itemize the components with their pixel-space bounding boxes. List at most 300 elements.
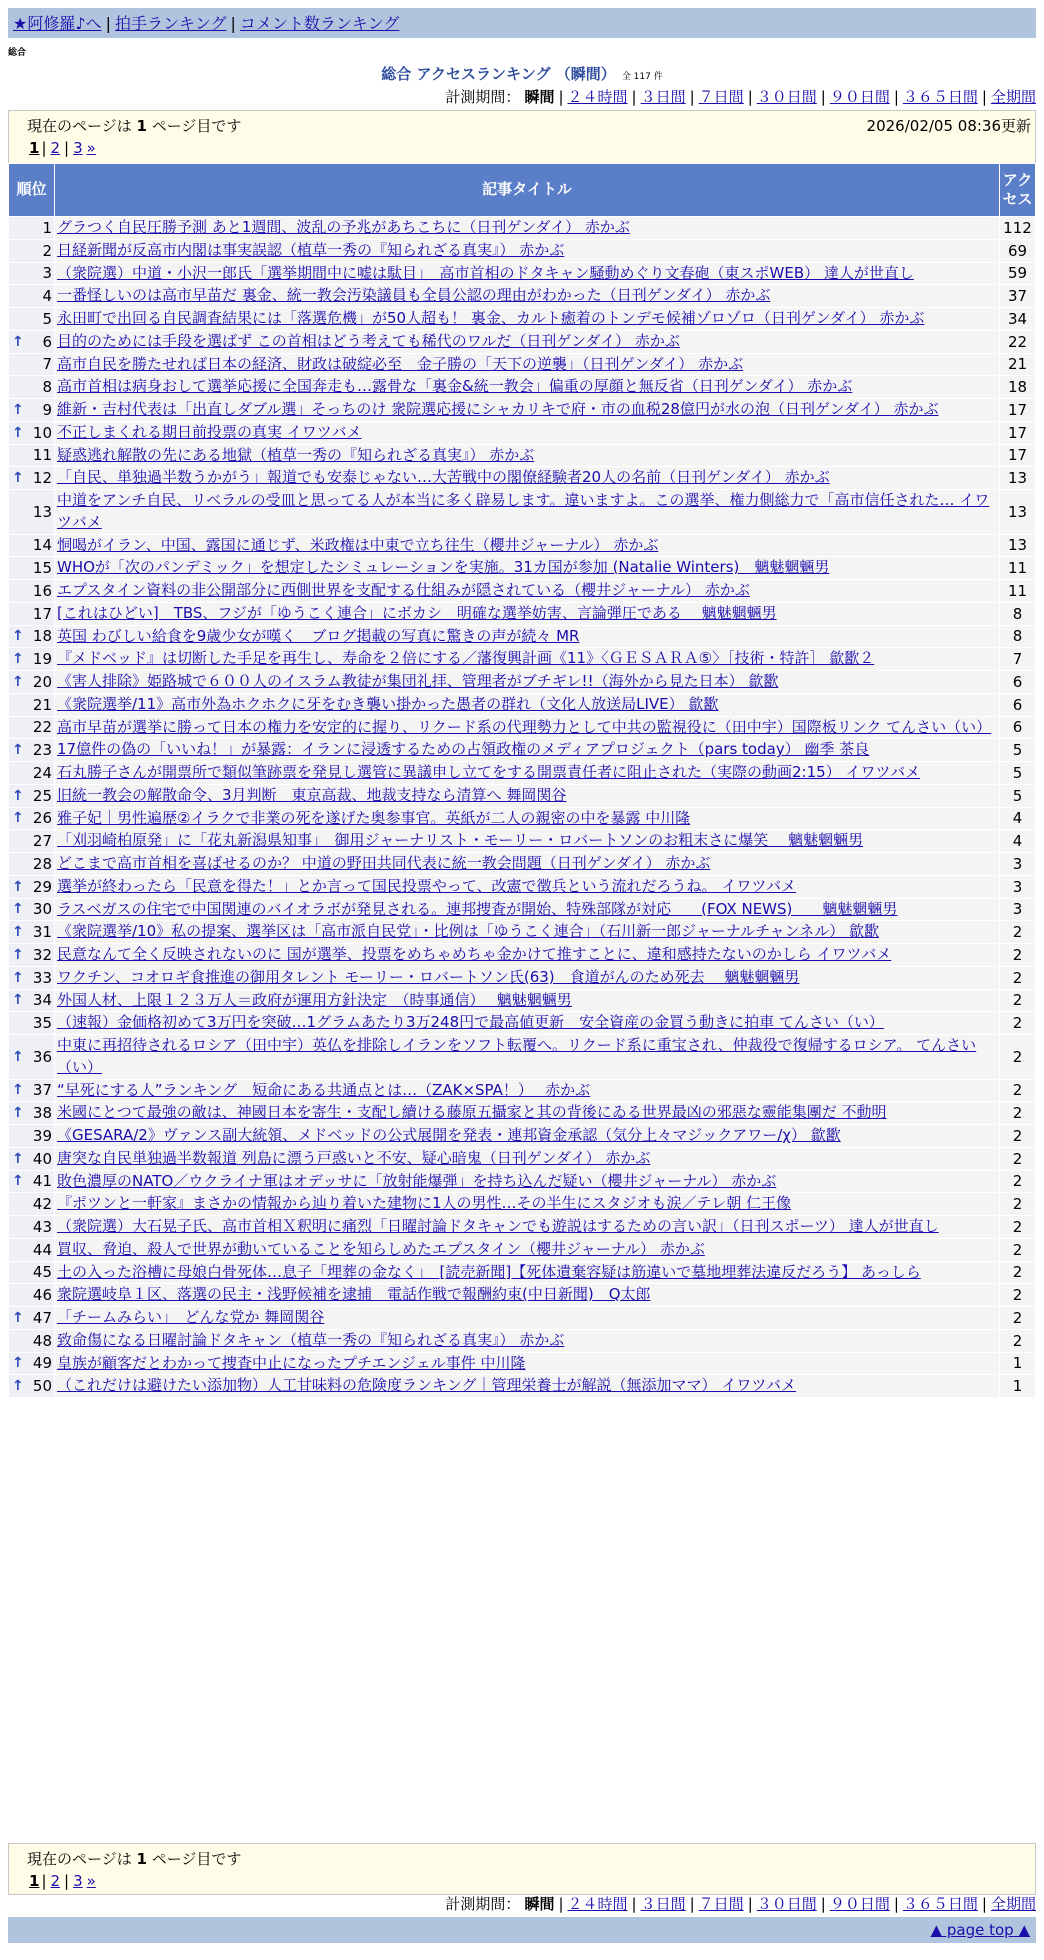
title-cell xyxy=(55,330,1000,353)
rank-up-arrow-icon: ↑ xyxy=(12,810,24,827)
title-cell xyxy=(55,421,1000,444)
rank-up-arrow-icon: ↑ xyxy=(12,628,24,645)
table-row xyxy=(9,580,1036,603)
applause-ranking-link[interactable]: 拍手ランキング xyxy=(114,14,227,33)
rank-cell xyxy=(9,762,55,785)
article-title-link[interactable]: 一番怪しいのは高市早苗だ 裏金、統一教会汚染議員も全員公認の理由がわかった（日刊ゲンダイ） 赤かぶ xyxy=(57,286,771,305)
period-option-link[interactable]: ９０日間 xyxy=(829,88,890,106)
title-cell xyxy=(55,262,1000,285)
table-row xyxy=(9,648,1036,671)
access-count: 69 xyxy=(1000,239,1036,262)
category-label: 総合 xyxy=(8,48,27,58)
table-row xyxy=(9,1261,1036,1284)
article-title-link[interactable]: 敗色濃厚のNATO／ウクライナ軍はオデッサに「放射能爆弾」を持ち込んだ疑い（櫻井ジャーナル） 赤かぶ xyxy=(57,1171,777,1190)
article-title-link[interactable]: エプスタイン資料の非公開部分に西側世界を支配する仕組みが隠されている（櫻井ジャーナル） 赤かぶ xyxy=(57,581,750,599)
table-row xyxy=(9,1125,1036,1148)
title-cell xyxy=(55,467,1000,490)
access-count: 18 xyxy=(1000,376,1036,399)
rank-cell xyxy=(9,602,55,625)
rank-number: 50 xyxy=(32,1377,52,1396)
rank-number: 46 xyxy=(32,1286,52,1305)
article-title-link[interactable]: 中道をアンチ自民、リベラルの受皿と思ってる人が本当に多く辟易します。違いますよ。この選挙、権力側総力で「高市信任された… イワツバメ xyxy=(57,491,990,531)
period-separator: | xyxy=(981,88,987,106)
period-option-link[interactable]: ３０日間 xyxy=(756,88,817,106)
rank-cell xyxy=(9,625,55,648)
rank-cell xyxy=(9,1329,55,1352)
title-cell xyxy=(55,1102,1000,1125)
access-count: 2 xyxy=(1000,1035,1036,1080)
access-count: 2 xyxy=(1000,989,1036,1012)
article-title-link[interactable]: 高市自民を勝たせれば日本の経済、財政は破綻必至 金子勝の「天下の逆襲」（日刊ゲンダイ） 赤かぶ xyxy=(57,354,744,373)
table-row xyxy=(9,490,1036,535)
article-title-link[interactable]: 皇族が顧客だとわかって捜査中止になったプチエンジェル事件 中川隆 xyxy=(57,1353,526,1372)
period-selector-top xyxy=(445,86,1036,107)
table-row xyxy=(9,285,1036,308)
access-count: 22 xyxy=(1000,330,1036,353)
table-row xyxy=(9,762,1036,785)
article-title-link[interactable]: 不正しまくれる期日前投票の真実 イワツバメ xyxy=(57,422,362,441)
rank-cell xyxy=(9,534,55,557)
top-nav-bar xyxy=(8,8,1036,38)
access-count: 8 xyxy=(1000,602,1036,625)
asyura-home-link[interactable]: ★阿修羅♪へ xyxy=(13,14,102,33)
page-top-link[interactable]: ▲ page top ▲ xyxy=(930,1921,1030,1939)
article-title-link[interactable]: 『ポツンと一軒家』まさかの情報から辿り着いた建物に1人の男性…その半生にスタジオも涙／テレ朝 仁王像 xyxy=(57,1194,792,1213)
rank-number: 35 xyxy=(32,1014,52,1033)
rank-cell xyxy=(9,444,55,467)
article-title-link[interactable]: グラつく自民圧勝予測 あと1週間、波乱の予兆があちこちに（日刊ゲンダイ） 赤かぶ xyxy=(57,218,630,236)
rank-up-arrow-icon: ↑ xyxy=(12,1309,24,1326)
table-row xyxy=(9,1216,1036,1239)
title-cell xyxy=(55,580,1000,603)
ranking-title: 総合 アクセスランキング （瞬間） xyxy=(381,65,616,83)
table-row xyxy=(9,671,1036,694)
pager-top xyxy=(29,139,98,157)
rank-number: 12 xyxy=(32,469,52,488)
title-cell xyxy=(55,1012,1000,1035)
rank-number: 28 xyxy=(32,854,52,873)
article-title-link[interactable]: 致命傷になる日曜討論ドタキャン（植草一秀の『知られざる真実』） 赤かぶ xyxy=(57,1330,565,1349)
period-label: 計測期間： xyxy=(445,88,521,106)
period-option-link[interactable]: ３６５日間 xyxy=(902,1895,978,1913)
rank-cell xyxy=(9,1079,55,1102)
rank-cell xyxy=(9,285,55,308)
title-header: 記事タイトル xyxy=(55,164,1000,217)
period-current: 瞬間 xyxy=(524,1895,555,1913)
rank-number: 21 xyxy=(32,695,52,714)
rank-number: 47 xyxy=(32,1308,52,1327)
article-title-link[interactable]: 疑惑逃れ解散の先にある地獄（植草一秀の『知られざる真実』） 赤かぶ xyxy=(57,445,535,464)
table-row xyxy=(9,1307,1036,1330)
title-cell xyxy=(55,853,1000,876)
period-option-link[interactable]: 全期間 xyxy=(990,1895,1036,1913)
access-count: 2 xyxy=(1000,921,1036,944)
period-option-link[interactable]: ２４時間 xyxy=(567,1895,628,1913)
rank-cell xyxy=(9,330,55,353)
period-option-link[interactable]: ９０日間 xyxy=(829,1895,890,1913)
comment-ranking-link[interactable]: コメント数ランキング xyxy=(239,14,400,33)
article-title-link[interactable]: 石丸勝子さんが開票所で類似筆跡票を発見し選管に異議申し立てをする開票責任者に阻止された（実際の動画2:15） イワツバメ xyxy=(57,763,921,781)
period-option-link[interactable]: ３日間 xyxy=(640,88,686,106)
current-page-text: 現在のページは 1 ページ目です xyxy=(27,117,242,135)
access-count: 5 xyxy=(1000,739,1036,762)
rank-cell xyxy=(9,716,55,739)
title-cell xyxy=(55,557,1000,580)
access-count: 2 xyxy=(1000,1238,1036,1261)
rank-cell xyxy=(9,1193,55,1216)
period-separator: | xyxy=(689,1895,695,1913)
article-title-link[interactable]: 旧統一教会の解散命令、3月判断 東京高裁、地裁支持なら清算へ 舞岡関谷 xyxy=(57,785,567,804)
period-option-link[interactable]: ７日間 xyxy=(698,88,744,106)
access-count: 2 xyxy=(1000,1329,1036,1352)
rank-up-arrow-icon: ↑ xyxy=(12,878,24,895)
rank-number: 3 xyxy=(42,264,52,283)
title-cell xyxy=(55,966,1000,989)
rank-cell xyxy=(9,1352,55,1375)
article-title-link[interactable]: “早死にする人”ランキング 短命にある共通点とは…（ZAK×SPA！） 赤かぶ xyxy=(57,1080,591,1099)
pager-next-link[interactable]: » xyxy=(86,1872,96,1890)
access-count: 7 xyxy=(1000,648,1036,671)
rank-cell xyxy=(9,739,55,762)
rank-cell xyxy=(9,467,55,490)
table-row xyxy=(9,1329,1036,1352)
rank-cell xyxy=(9,1147,55,1170)
table-row xyxy=(9,875,1036,898)
title-cell xyxy=(55,399,1000,422)
ranking-title-line xyxy=(0,63,1044,84)
rank-number: 26 xyxy=(32,809,52,828)
access-count: 11 xyxy=(1000,580,1036,603)
title-cell xyxy=(55,1079,1000,1102)
rank-number: 27 xyxy=(32,832,52,851)
title-cell xyxy=(55,1238,1000,1261)
access-count: 1 xyxy=(1000,1375,1036,1398)
rank-up-arrow-icon: ↑ xyxy=(12,1048,24,1065)
period-option-link[interactable]: 全期間 xyxy=(990,88,1036,106)
rank-cell xyxy=(9,807,55,830)
table-row xyxy=(9,716,1036,739)
rank-number: 17 xyxy=(32,604,52,623)
updated-timestamp: 2026/02/05 08:36更新 xyxy=(866,117,1031,135)
rank-up-arrow-icon: ↑ xyxy=(12,787,24,804)
period-option-link[interactable]: ３６５日間 xyxy=(902,88,978,106)
access-count: 2 xyxy=(1000,1012,1036,1035)
access-count: 37 xyxy=(1000,285,1036,308)
rank-up-arrow-icon: ↑ xyxy=(12,424,24,441)
table-row xyxy=(9,966,1036,989)
period-option-link[interactable]: ２４時間 xyxy=(567,88,628,106)
rank-up-arrow-icon: ↑ xyxy=(12,401,24,418)
rank-number: 49 xyxy=(32,1354,52,1373)
access-count: 17 xyxy=(1000,399,1036,422)
period-current: 瞬間 xyxy=(524,88,555,106)
rank-number: 48 xyxy=(32,1331,52,1350)
title-cell xyxy=(55,989,1000,1012)
table-row xyxy=(9,467,1036,490)
table-row xyxy=(9,239,1036,262)
article-title-link[interactable]: ラスベガスの住宅で中国関連のバイオラボが発見される。連邦捜査が開始、特殊部隊が対応 (FOX NEWS) 魑魅魍魎男 xyxy=(57,899,898,918)
article-title-link[interactable]: 維新・吉村代表は「出直しダブル選」そっちのけ 衆院選応援にシャカリキで府・市の血税28億円が水の泡（日刊ゲンダイ） 赤かぶ xyxy=(57,400,939,418)
title-cell xyxy=(55,898,1000,921)
table-row xyxy=(9,830,1036,853)
rank-up-arrow-icon: ↑ xyxy=(12,1150,24,1167)
rank-cell xyxy=(9,875,55,898)
rank-up-arrow-icon: ↑ xyxy=(12,470,24,487)
rank-number: 37 xyxy=(32,1081,52,1100)
rank-cell xyxy=(9,399,55,422)
article-title-link[interactable]: 衆院選岐阜１区、落選の民主・浅野候補を逮捕 電話作戦で報酬約束(中日新聞) Q太郎 xyxy=(57,1285,651,1304)
access-count: 112 xyxy=(1000,217,1036,240)
page-info-top xyxy=(8,110,1036,164)
table-row xyxy=(9,330,1036,353)
rank-cell xyxy=(9,784,55,807)
rank-number: 9 xyxy=(42,400,52,419)
article-title-link[interactable]: 「チームみらい」 どんな党か 舞岡関谷 xyxy=(57,1308,325,1326)
rank-number: 18 xyxy=(32,627,52,646)
title-cell xyxy=(55,490,1000,535)
rank-up-arrow-icon: ↑ xyxy=(12,969,24,986)
rank-number: 11 xyxy=(32,446,52,465)
title-cell xyxy=(55,1352,1000,1375)
rank-cell xyxy=(9,693,55,716)
article-title-link[interactable]: （速報）金価格初めて3万円を突破…1グラムあたり3万248円で最高値更新 安全資産の金買う動きに拍車 てんさい（い） xyxy=(57,1013,884,1032)
rank-up-arrow-icon: ↑ xyxy=(12,1105,24,1122)
table-row xyxy=(9,1238,1036,1261)
rank-up-arrow-icon: ↑ xyxy=(12,946,24,963)
rank-cell xyxy=(9,921,55,944)
period-selector-bottom xyxy=(445,1893,1036,1914)
table-row xyxy=(9,693,1036,716)
period-label: 計測期間： xyxy=(445,1895,521,1913)
pager-current-page: 1 xyxy=(29,139,40,157)
pager-separator: | xyxy=(64,1872,70,1890)
rank-cell xyxy=(9,421,55,444)
rank-number: 23 xyxy=(32,741,52,760)
page-info-bottom xyxy=(8,1843,1036,1895)
rank-cell xyxy=(9,1216,55,1239)
title-cell xyxy=(55,671,1000,694)
period-separator: | xyxy=(820,1895,826,1913)
table-row xyxy=(9,1079,1036,1102)
title-cell xyxy=(55,1261,1000,1284)
access-count: 2 xyxy=(1000,1193,1036,1216)
title-cell xyxy=(55,444,1000,467)
period-separator: | xyxy=(981,1895,987,1913)
rank-up-arrow-icon: ↑ xyxy=(12,1082,24,1099)
title-cell xyxy=(55,739,1000,762)
period-option-link[interactable]: ３０日間 xyxy=(756,1895,817,1913)
pager-separator: | xyxy=(41,1872,47,1890)
title-cell xyxy=(55,1035,1000,1080)
rank-up-arrow-icon: ↑ xyxy=(12,1378,24,1395)
table-row xyxy=(9,557,1036,580)
rank-cell xyxy=(9,830,55,853)
table-row xyxy=(9,898,1036,921)
article-title-link[interactable]: 《害人排除》姫路城で６００人のイスラム教徒が集団礼拝、管理者がブチギレ!!（海外から見た日本） 歙歠 xyxy=(57,672,779,690)
rank-cell xyxy=(9,1261,55,1284)
pager-page-link[interactable]: 2 xyxy=(50,1872,61,1890)
rank-number: 34 xyxy=(32,991,52,1010)
article-title-link[interactable]: （衆院選）中道・小沢一郎氏「選挙期間中に嘘は駄目」 高市首相のドタキャン騒動めぐり文春砲（東スポWEB） 達人が世直し xyxy=(57,263,914,282)
access-count: 2 xyxy=(1000,966,1036,989)
period-separator: | xyxy=(558,88,564,106)
article-title-link[interactable]: 高市早苗が選挙に勝って日本の権力を安定的に握り、リクード系の代理勢力として中共の監視役に（田中宇）国際板リンク てんさい（い） xyxy=(57,717,992,736)
article-title-link[interactable]: 《衆院選挙/11》高市外為ホクホクに牙をむき襲い掛かった愚者の群れ（文化人放送局LIVE） 歙歠 xyxy=(57,694,719,713)
rank-number: 1 xyxy=(42,218,52,237)
rank-number: 6 xyxy=(42,332,52,351)
title-cell xyxy=(55,625,1000,648)
access-count: 6 xyxy=(1000,716,1036,739)
access-count: 2 xyxy=(1000,1307,1036,1330)
article-title-link[interactable]: 目的のためには手段を選ばず この首相はどう考えても稀代のワルだ（日刊ゲンダイ） 赤かぶ xyxy=(57,331,680,350)
article-title-link[interactable]: 唐突な自民単独過半数報道 列島に漂う戸惑いと不安、疑心暗鬼（日刊ゲンダイ） 赤かぶ xyxy=(57,1148,651,1167)
rank-cell xyxy=(9,308,55,331)
rank-cell xyxy=(9,1170,55,1193)
article-title-link[interactable]: 恫喝がイラン、中国、露国に通じず、米政権は中東で立ち往生（櫻井ジャーナル） 赤かぶ xyxy=(57,535,659,554)
access-count: 17 xyxy=(1000,421,1036,444)
article-title-link[interactable]: ワクチン、コオロギ食推進の御用タレント モーリー・ロバートソン氏(63) 食道がんのため死去 魑魅魍魎男 xyxy=(57,967,800,986)
rank-cell xyxy=(9,1375,55,1398)
title-cell xyxy=(55,1147,1000,1170)
table-row xyxy=(9,853,1036,876)
rank-number: 20 xyxy=(32,672,52,691)
period-option-link[interactable]: ７日間 xyxy=(698,1895,744,1913)
article-title-link[interactable]: 17億件の偽の「いいね！」が暴露：イランに浸透するための占領政権のメディアプロジェクト（pars today） 幽季 茶良 xyxy=(57,740,870,759)
access-count: 59 xyxy=(1000,262,1036,285)
rank-number: 41 xyxy=(32,1172,52,1191)
table-row xyxy=(9,1170,1036,1193)
pager-separator: | xyxy=(41,139,47,157)
article-title-link[interactable]: 英国 わびしい給食を9歳少女が嘆く ブログ掲載の写真に驚きの声が続々 MR xyxy=(57,626,580,645)
current-page-text: 現在のページは 1 ページ目です xyxy=(27,1850,242,1868)
article-title-link[interactable]: 高市首相は病身おして選挙応援に全国奔走も…露骨な「裏金&統一教会」偏重の厚顔と無反省（日刊ゲンダイ） 赤かぶ xyxy=(57,377,853,396)
table-row xyxy=(9,217,1036,240)
pager-page-link[interactable]: 3 xyxy=(73,139,83,157)
table-row xyxy=(9,308,1036,331)
rank-up-arrow-icon: ↑ xyxy=(12,924,24,941)
rank-cell xyxy=(9,898,55,921)
period-separator: | xyxy=(893,1895,899,1913)
title-cell xyxy=(55,1329,1000,1352)
rank-number: 43 xyxy=(32,1217,52,1236)
article-title-link[interactable]: [これはひどい] TBS、フジが「ゆうこく連合」にボカシ 明確な選挙妨害、言論弾圧である 魑魅魍魎男 xyxy=(57,603,777,622)
article-title-link[interactable]: （これだけは避けたい添加物）人工甘味料の危険度ランキング｜管理栄養士が解説（無添加ママ） イワツバメ xyxy=(57,1376,797,1395)
article-title-link[interactable]: 選挙が終わったら「民意を得た！」とか言って国民投票やって、改憲で徴兵という流れだろうね。 イワツバメ xyxy=(57,876,797,895)
access-count: 2 xyxy=(1000,1170,1036,1193)
rank-up-arrow-icon: ↑ xyxy=(12,673,24,690)
article-title-link[interactable]: 米國にとつて最強の敵は、神國日本を寄生・支配し續ける藤原五攝家と其の背後にゐる世界最凶の邪惡な靈能集團だ 不動明 xyxy=(57,1103,887,1122)
rank-number: 16 xyxy=(32,581,52,600)
article-title-link[interactable]: 「刈羽崎柏原発」に「花丸新潟県知事」 御用ジャーナリスト・モーリー・ロバートソンのお粗末さに爆笑 魑魅魍魎男 xyxy=(57,831,864,850)
pager-separator: | xyxy=(64,139,70,157)
rank-cell xyxy=(9,1307,55,1330)
article-title-link[interactable]: 雅子妃｜男性遍歴②イラクで非業の死を遂げた奥参事官。英紙が二人の親密の中を暴露 中川隆 xyxy=(57,808,691,827)
rank-up-arrow-icon: ↑ xyxy=(12,1355,24,1372)
title-cell xyxy=(55,308,1000,331)
article-title-link[interactable]: 買収、脅迫、殺人で世界が動いていることを知らしめたエプスタイン（櫻井ジャーナル） 赤かぶ xyxy=(57,1239,705,1258)
period-option-link[interactable]: ３日間 xyxy=(640,1895,686,1913)
article-title-link[interactable]: 『メドベッド』は切断した手足を再生し、寿命を２倍にする／藩復興計画《11》〈ＧＥＳＡＲＡ⑤〉［技術・特許］ 歙歠２ xyxy=(57,649,875,668)
rank-number: 8 xyxy=(42,378,52,397)
rank-cell xyxy=(9,217,55,240)
nav-separator: | xyxy=(105,14,111,33)
pager-page-link[interactable]: 2 xyxy=(50,139,61,157)
title-cell xyxy=(55,921,1000,944)
table-row xyxy=(9,1147,1036,1170)
access-count: 21 xyxy=(1000,353,1036,376)
pager-page-link[interactable]: 3 xyxy=(73,1872,83,1890)
rank-cell xyxy=(9,989,55,1012)
article-title-link[interactable]: 《GESARA/2》ヴァンス副大統領、メドベッドの公式展開を発表・連邦資金承認（気分上々マジックアワー/χ） 歙歠 xyxy=(57,1126,841,1144)
rank-number: 30 xyxy=(32,900,52,919)
article-title-link[interactable]: どこまで高市首相を喜ばせるのか？ 中道の野田共同代表に統一教会問題（日刊ゲンダイ） 赤かぶ xyxy=(57,854,711,872)
access-count: 13 xyxy=(1000,534,1036,557)
table-row xyxy=(9,1375,1036,1398)
article-title-link[interactable]: （衆院選）大石晃子氏、高市首相Ｘ釈明に痛烈「日曜討論ドタキャンでも遊説はするための言い訳」（日刊スポーツ） 達人が世直し xyxy=(57,1217,939,1235)
article-title-link[interactable]: 日経新聞が反高市内閣は事実誤認（植草一秀の『知られざる真実』） 赤かぶ xyxy=(57,240,565,259)
rank-number: 24 xyxy=(32,763,52,782)
access-count: 17 xyxy=(1000,444,1036,467)
article-title-link[interactable]: 永田町で出回る自民調査結果には「落選危機」が50人超も！ 裏金、カルト癒着のトンデモ候補ゾロゾロ（日刊ゲンダイ） 赤かぶ xyxy=(57,309,925,327)
access-count: 13 xyxy=(1000,467,1036,490)
title-cell xyxy=(55,807,1000,830)
rank-number: 38 xyxy=(32,1104,52,1123)
article-title-link[interactable]: 中東に再招待されるロシア（田中宇）英仏を排除しイランをソフト転覆へ。リクード系に重宝され、仲裁役で復帰するロシア。 てんさい（い） xyxy=(57,1036,977,1076)
article-title-link[interactable]: 民意なんて全く反映されないのに 国が選挙、投票をめちゃめちゃ金かけて推すことに、違和感持たないのかしら イワツバメ xyxy=(57,945,892,963)
rank-up-arrow-icon: ↑ xyxy=(12,992,24,1009)
table-row xyxy=(9,784,1036,807)
title-cell xyxy=(55,716,1000,739)
rank-cell xyxy=(9,1035,55,1080)
access-header: アクセス xyxy=(1000,164,1036,217)
rank-cell xyxy=(9,966,55,989)
table-row xyxy=(9,376,1036,399)
pager-next-link[interactable]: » xyxy=(86,139,96,157)
access-count: 8 xyxy=(1000,625,1036,648)
rank-header: 順位 xyxy=(9,164,55,217)
access-count: 2 xyxy=(1000,1284,1036,1307)
rank-cell xyxy=(9,1012,55,1035)
title-cell xyxy=(55,875,1000,898)
access-count: 4 xyxy=(1000,830,1036,853)
rank-up-arrow-icon: ↑ xyxy=(12,333,24,350)
rank-up-arrow-icon: ↑ xyxy=(12,651,24,668)
period-separator: | xyxy=(820,88,826,106)
article-title-link[interactable]: 「自民、単独過半数うかがう」報道でも安泰じゃない…大苦戦中の閣僚経験者20人の名前（日刊ゲンダイ） 赤かぶ xyxy=(57,468,830,487)
rank-cell xyxy=(9,239,55,262)
access-count: 5 xyxy=(1000,762,1036,785)
table-row xyxy=(9,807,1036,830)
article-title-link[interactable]: 外国人材、上限１２３万人＝政府が運用方針決定 （時事通信） 魑魅魍魎男 xyxy=(57,990,572,1009)
footer-bar xyxy=(8,1917,1036,1943)
title-cell xyxy=(55,830,1000,853)
table-row xyxy=(9,944,1036,967)
table-row xyxy=(9,1284,1036,1307)
pager-current-page: 1 xyxy=(29,1872,40,1890)
article-title-link[interactable]: WHOが「次のパンデミック」を想定したシミュレーションを実施。31カ国が参加 (Natalie Winters) 魑魅魍魎男 xyxy=(57,558,830,577)
rank-cell xyxy=(9,557,55,580)
article-title-link[interactable]: 《衆院選挙/10》私の提案、選挙区は「高市派自民党」・比例は「ゆうこく連合」（石川新一郎ジャーナルチャンネル） 歙歠 xyxy=(57,922,879,941)
table-row xyxy=(9,534,1036,557)
access-count: 2 xyxy=(1000,1147,1036,1170)
access-count: 2 xyxy=(1000,1216,1036,1239)
period-separator: | xyxy=(747,88,753,106)
access-count: 6 xyxy=(1000,671,1036,694)
table-row xyxy=(9,739,1036,762)
period-separator: | xyxy=(689,88,695,106)
rank-number: 44 xyxy=(32,1240,52,1259)
article-title-link[interactable]: 土の入った浴槽に母娘白骨死体…息子「埋葬の金なく」 [読売新聞]【死体遺棄容疑は筋違いで墓地埋葬法違反だろう】 あっしら xyxy=(57,1262,921,1281)
